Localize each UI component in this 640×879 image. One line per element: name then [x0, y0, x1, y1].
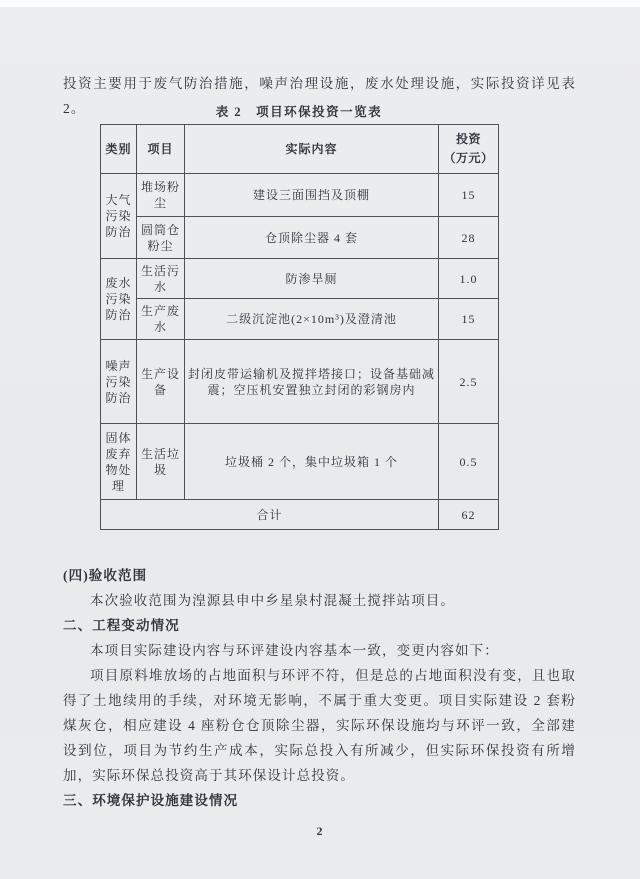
table-caption: 表 2 项目环保投资一览表	[215, 105, 383, 119]
project-cell: 生产废水	[137, 299, 185, 340]
investment-cell: 15	[439, 299, 499, 340]
total-value: 62	[439, 500, 499, 530]
content-cell: 封闭皮带运输机及搅拌塔接口；设备基础减震；空压机安置独立封闭的彩钢房内	[185, 340, 439, 424]
investment-cell: 2.5	[439, 340, 499, 424]
header-category: 类别	[101, 125, 137, 174]
table-row	[101, 299, 499, 340]
intro-paragraph: 投资主要用于废气防治措施，噪声治理设施，废水处理设施，实际投资详见表 2。	[63, 76, 576, 116]
scope-paragraph: 本次验收范围为湟源县申中乡星泉村混凝土搅拌站项目。	[90, 593, 455, 608]
category-wastewater: 废水污染防治	[101, 259, 137, 340]
section-heading-scope: (四)验收范围	[63, 568, 148, 583]
investment-cell: 0.5	[439, 424, 499, 500]
content-cell: 仓顶除尘器 4 套	[185, 217, 439, 259]
table-total-row	[101, 500, 499, 530]
table-header-row	[101, 125, 499, 174]
project-cell: 生活污水	[137, 259, 185, 299]
table-row	[101, 259, 499, 299]
header-investment-line2: （万元）	[443, 151, 494, 165]
project-cell: 圆筒仓粉尘	[137, 217, 185, 259]
table-row	[101, 424, 499, 500]
table-row	[101, 340, 499, 424]
change-detail-paragraph: 项目原料堆放场的占地面积与环评不符，但是总的占地面积没有变，且也取得了土地续用的手续，对环境无影响，不属于重大变更。项目实际建设 2 套粉煤灰仓，相应建设 4 座粉仓仓顶除尘器，实际环保设施均与环评一致，全部建设到位，项目为节约生产成本，实际总投入有所减少，但实际环保投资有所增加，实际环保总投资高于其环保设计总投资。	[63, 668, 576, 783]
total-label: 合计	[101, 500, 439, 530]
investment-cell: 28	[439, 217, 499, 259]
category-solid-waste: 固体废弃物处理	[101, 424, 137, 500]
investment-table	[100, 124, 499, 530]
investment-cell: 15	[439, 174, 499, 217]
header-project: 项目	[137, 125, 185, 174]
table-row	[101, 217, 499, 259]
project-cell: 堆场粉尘	[137, 174, 185, 217]
section-heading-facilities: 三、环境保护设施建设情况	[63, 793, 239, 808]
header-investment	[439, 125, 499, 174]
page-number: 2	[316, 824, 324, 838]
content-cell: 垃圾桶 2 个，集中垃圾箱 1 个	[185, 424, 439, 500]
table-row	[101, 174, 499, 217]
investment-cell: 1.0	[439, 259, 499, 299]
project-cell: 生活垃圾	[137, 424, 185, 500]
category-noise: 噪声污染防治	[101, 340, 137, 424]
header-content: 实际内容	[185, 125, 439, 174]
content-cell: 二级沉淀池(2×10m³)及澄清池	[185, 299, 439, 340]
scanned-page	[0, 7, 640, 879]
project-cell: 生产设备	[137, 340, 185, 424]
header-investment-line1: 投资	[455, 132, 481, 146]
change-intro-paragraph: 本项目实际建设内容与环评建设内容基本一致，变更内容如下：	[90, 643, 499, 658]
content-cell: 建设三面围挡及顶棚	[185, 174, 439, 217]
category-air: 大气污染防治	[101, 174, 137, 259]
content-cell: 防渗旱厕	[185, 259, 439, 299]
section-heading-change: 二、工程变动情况	[63, 618, 180, 633]
